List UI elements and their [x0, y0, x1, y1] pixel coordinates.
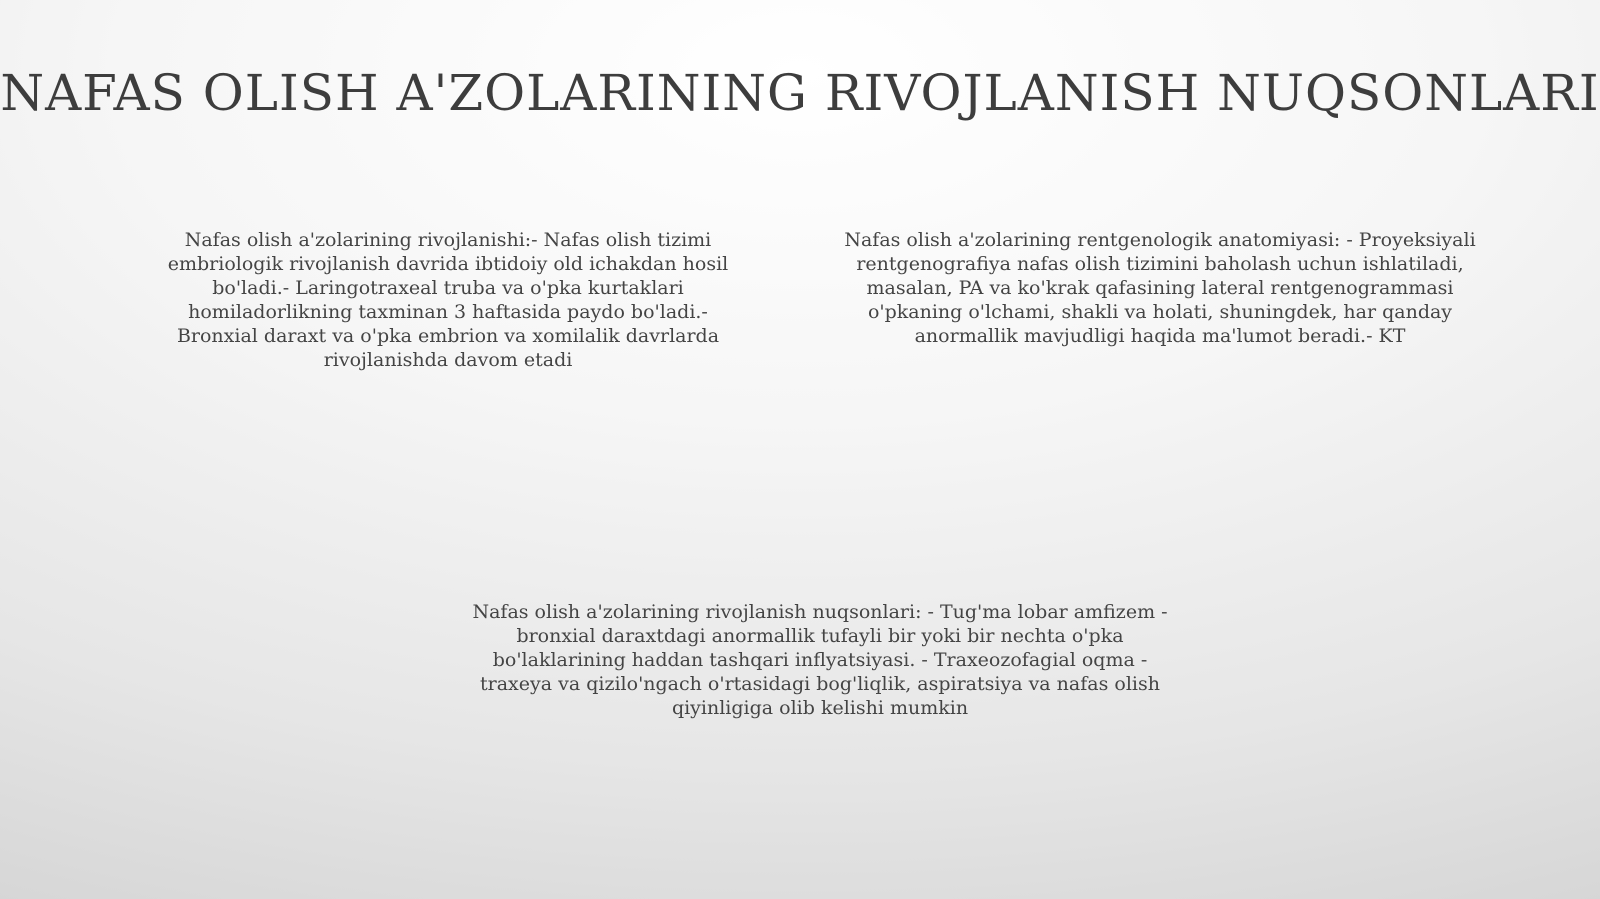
slide-title: NAFAS OLISH A'ZOLARINING RIVOJLANISH NUQSONLARI [0, 64, 1600, 122]
text-block-radiology-anatomy: Nafas olish a'zolarining rentgenologik anatomiyasi: - Proyeksiyali rentgenografiya nafas olish tizimini baholash uchun ishlatiladi, masalan, PA va ko'krak qafasining lateral rentgenogrammasi o'pkaning o'lchami, shakli va holati, shuningdek, har qanday anormallik mavjudligi haqida ma'lumot beradi.- KT [844, 229, 1476, 347]
text-block-development: Nafas olish a'zolarining rivojlanishi:- Nafas olish tizimi embriologik rivojlanish davrida ibtidoiy old ichakdan hosil bo'ladi.- Laringotraxeal truba va o'pka kurtaklari homiladorlikning taxminan 3 haftasida paydo bo'ladi.- Bronxial daraxt va o'pka embrion va xomilalik davrlarda rivojlanishda davom etadi [167, 229, 729, 371]
text-block-malformations: Nafas olish a'zolarining rivojlanish nuqsonlari: - Tug'ma lobar amfizem - bronxial daraxtdagi anormallik tufayli bir yoki bir nechta o'pka bo'laklarining haddan tashqari inflyatsiyasi. - Traxeozofagial oqma - traxeya va qizilo'ngach o'rtasidagi bog'liqlik, aspiratsiya va nafas olish qiyinligiga olib kelishi mumkin [472, 601, 1168, 719]
